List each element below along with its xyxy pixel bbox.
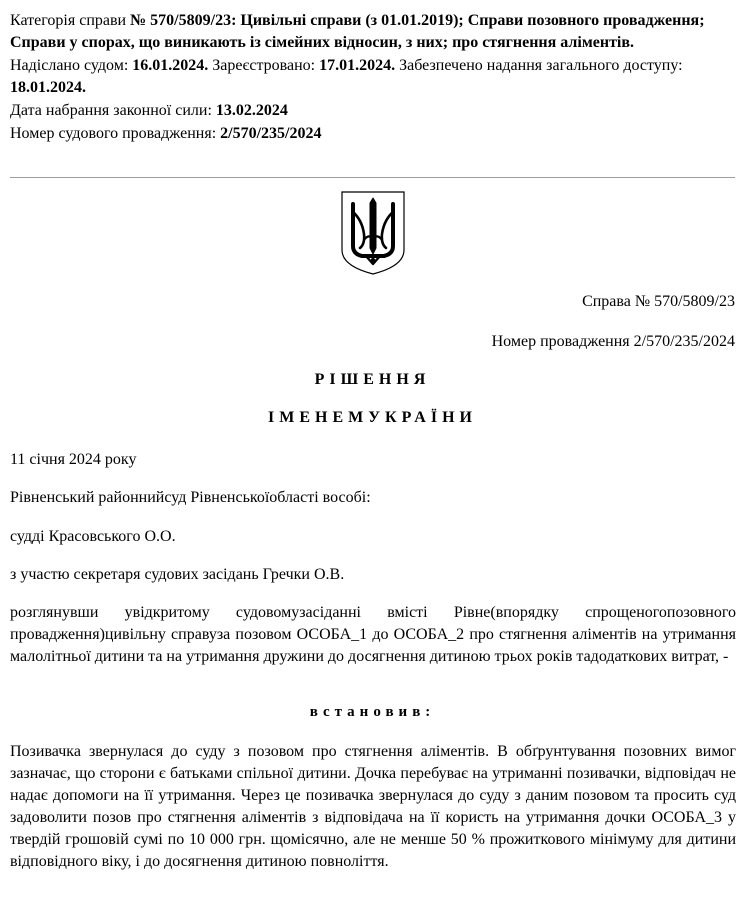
proceeding-number: Номер провадження 2/570/235/2024 — [491, 333, 735, 350]
case-metadata — [10, 10, 730, 146]
case-category — [10, 10, 730, 54]
sent-date: 16.01.2024. — [132, 57, 209, 74]
established-heading: встановив: — [309, 704, 436, 720]
tryzub-coat-of-arms-icon — [340, 190, 406, 276]
considered-paragraph: розглянувши увідкритому судовомузасіданні вмісті Рівне(впорядку спрощеногопозовного провадження)цивільну справуза позовом ОСОБА_1 до ОСОБА_2 про стягнення аліментів на утримання малолітньої дитини та на утримання дружини до досягнення дитиною трьох років тадодаткових витрат, - — [10, 604, 736, 665]
effective-date: 13.02.2024 — [215, 102, 288, 119]
case-number: Справа № 570/5809/23 — [582, 293, 735, 310]
secretary-name: з участю секретаря судових засідань Гречки О.В. — [10, 566, 345, 583]
case-category-value: № 570/5809/23: Цивільні справи (з 01.01.2019); Справи позовного провадження; Справи у спорах, що виникають із сімейних відносин, з них; про стягнення аліментів. — [10, 12, 705, 51]
case-category-label: Категорія справи — [10, 12, 131, 29]
decision-date: 11 січня 2024 року — [10, 451, 137, 468]
registered-label: Зареєстровано: — [208, 57, 320, 74]
sent-label: Надіслано судом: — [10, 57, 133, 74]
judge-name: судді Красовського О.О. — [10, 528, 176, 545]
document-title: РІШЕННЯ — [314, 371, 431, 388]
court-name: Рівненський районнийсуд Рівненськоїобласті вособі: — [10, 489, 371, 506]
divider — [10, 177, 735, 178]
proceeding-number-row — [10, 123, 730, 145]
access-label: Забезпечено надання загального доступу: — [395, 57, 683, 74]
access-date: 18.01.2024. — [10, 79, 86, 96]
effective-date-row — [10, 100, 730, 122]
effective-label: Дата набрання законної сили: — [10, 102, 216, 119]
proceeding-label: Номер судового провадження: — [10, 125, 221, 142]
proceeding-value: 2/570/235/2024 — [220, 125, 322, 142]
document-subtitle: ІМЕНЕМУКРАЇНИ — [268, 409, 477, 426]
registered-date: 17.01.2024. — [319, 57, 396, 74]
case-dates — [10, 55, 730, 99]
body-paragraph: Позивачка звернулася до суду з позовом про стягнення аліментів. В обґрунтування позовних вимог зазначає, що сторони є батьками спільної дитини. Дочка перебуває на утриманні позивачки, відповідач не надає допомоги на її утримання. Через це позивачка звернулася до суду з даним позовом та просить суд задоволити позов про стягнення аліментів з відповідача на її користь на утримання дочки ОСОБА_3 у твердій грошовій сумі по 10 000 грн. щомісячно, але не менше 50 % прожиткового мінімуму для дитини відповідного віку, і до досягнення дитиною повноліття. — [10, 743, 736, 870]
